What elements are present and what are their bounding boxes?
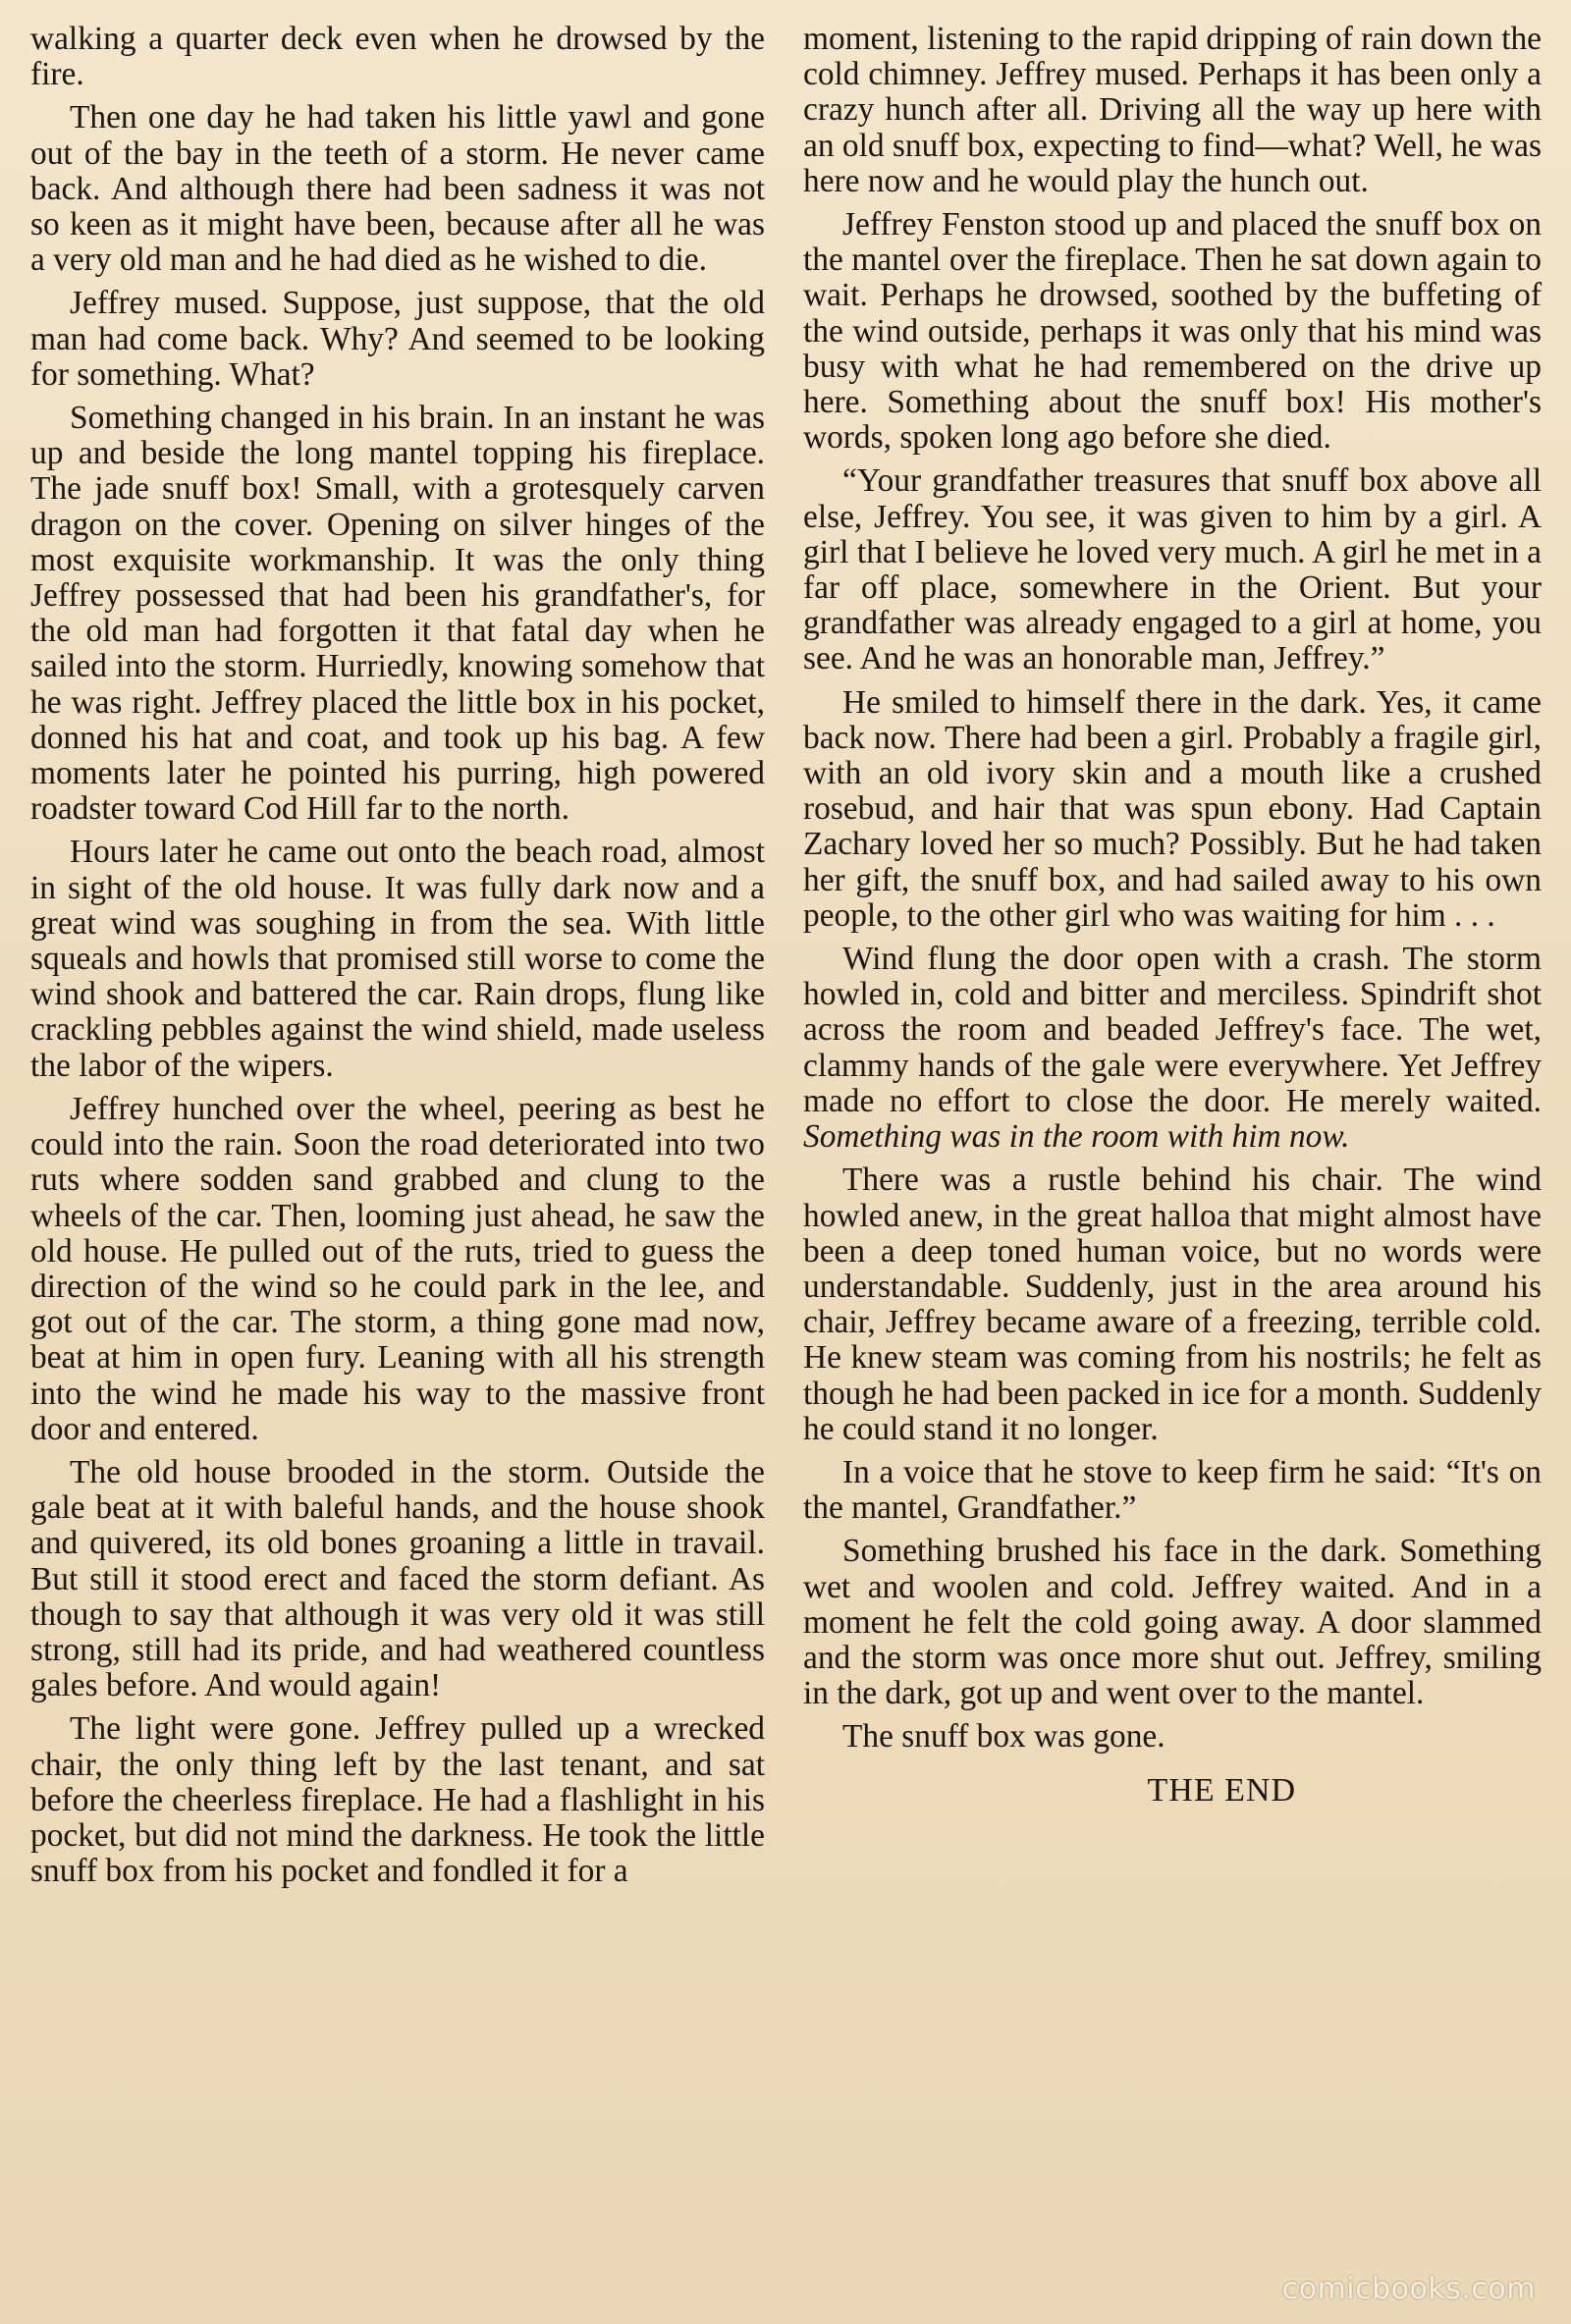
paragraph: The light were gone. Jeffrey pulled up a wrecked chair, the only thing left by the last tenant, and sat before the cheerless fireplace. He had a flashlight in his pocket, but did not mind the darkness. He took the little snuff box from his pocket and fondled it for a [30, 1710, 765, 1890]
paragraph: The snuff box was gone. [842, 1718, 1165, 1756]
paragraph: In a voice that he stove to keep firm he said: “It's on the mantel, Grandfather.” [803, 1453, 1542, 1527]
left-text-column [30, 22, 765, 1897]
watermark: comicbooks.com [1281, 2272, 1536, 2306]
paragraph: “Your grandfather treasures that snuff box above all else, Jeffrey. You see, it was given to him by a girl. A girl that I believe he loved very much. A girl he met in a far off place, somewhere in the Orient. But your grandfather was already engaged to a girl at home, you see. And he was an honorable man, Jeffrey.” [803, 462, 1542, 677]
paragraph: There was a rustle behind his chair. The wind howled anew, in the great halloa that might almost have been a deep toned human voice, but no words were understandable. Suddenly, just in the area around his chair, Jeffrey became aware of a freezing, terrible cold. He knew steam was coming from his nostrils; he felt as though he had been packed in ice for a month. Suddenly he could stand it no longer. [803, 1162, 1543, 1447]
italic-sentence: Something was in the room with him now. [803, 1118, 1350, 1156]
right-text-column [803, 22, 1542, 1816]
paragraph-text: Wind flung the door open with a crash. The storm howled in, cold and bitter and merciless. Spindrift shot across the room and beaded Jeffrey's face. The wet, clammy hands of the gale were everywhere. Yet Jeffrey made no effort to close the door. He merely waited. [803, 941, 1542, 1119]
paragraph: Jeffrey hunched over the wheel, peering as best he could into the rain. Soon the road deteriorated into two ruts where sodden sand grabbed and clung to the wheels of the car. Then, looming just ahead, he saw the old house. He pulled out of the ruts, tried to guess the direction of the wind so he could park in the lee, and got out of the car. The storm, a thing gone mad now, beat at him in open fury. Leaning with all his strength into the wind he made his way to the massive front door and entered. [30, 1090, 765, 1447]
paragraph: Then one day he had taken his little yawl and gone out of the bay in the teeth of a storm. He never came back. And although there had been sadness it was not so keen as it might have been, because after all he was a very old man and he had died as he wished to die. [30, 99, 765, 279]
paragraph: Jeffrey mused. Suppose, just suppose, that the old man had come back. Why? And seemed to be looking for something. What? [30, 285, 765, 393]
paragraph: Something changed in his brain. In an instant he was up and beside the long mantel topping his fireplace. The jade snuff box! Small, with a grotesquely carven dragon on the cover. Opening on silver hinges of the most exquisite workmanship. It was the only thing Jeffrey possessed that had been his grandfather's, for the old man had forgotten it that fatal day when he sailed into the storm. Hurriedly, knowing somehow that he was right. Jeffrey placed the little box in his pocket, donned his hat and coat, and took up his bag. A few moments later he pointed his purring, high powered roadster toward Cod Hill far to the north. [30, 400, 765, 828]
paragraph: walking a quarter deck even when he drowsed by the fire. [30, 21, 765, 93]
the-end-label: THE END [1147, 1771, 1296, 1809]
paragraph: moment, listening to the rapid dripping of rain down the cold chimney. Jeffrey mused. Perhaps it has been only a crazy hunch after all. Driving all the way up here with an old snuff box, expecting to find—what? Well, he was here now and he would play the hunch out. [803, 21, 1542, 199]
paragraph: He smiled to himself there in the dark. Yes, it came back now. There had been a girl. Probably a fragile girl, with an old ivory skin and a mouth like a crushed rosebud, and hair that was spun ebony. Had Captain Zachary loved her so much? Possibly. But he had taken her gift, the snuff box, and had sailed away to his own people, to the other girl who was waiting for him . . . [803, 683, 1542, 934]
paragraph: Jeffrey Fenston stood up and placed the snuff box on the mantel over the fireplace. Then he sat down again to wait. Perhaps he drowsed, soothed by the buffeting of the wind outside, perhaps it was only that his mind was busy with what he had remembered on the drive up here. Something about the snuff box! His mother's words, spoken long ago before she died. [803, 206, 1542, 457]
paragraph: The old house brooded in the storm. Outside the gale beat at it with baleful hands, and the house shook and quivered, its old bones groaning a little in travail. But still it stood erect and faced the storm defiant. As though to say that although it was very old it was still strong, still had its pride, and had weathered countless gales before. And would again! [30, 1453, 765, 1704]
paragraph [803, 942, 1542, 1155]
paragraph: Hours later he came out onto the beach road, almost in sight of the old house. It was fully dark now and a great wind was soughing in from the sea. With little squeals and howls that promised still worse to come the wind shook and battered the car. Rain drops, flung like crackling pebbles against the wind shield, made useless the labor of the wipers. [30, 834, 765, 1084]
paragraph: Something brushed his face in the dark. Something wet and woolen and cold. Jeffrey waited. And in a moment he felt the cold going away. A door slammed and the storm was once more shut out. Jeffrey, smiling in the dark, got up and went over to the mantel. [803, 1533, 1542, 1712]
